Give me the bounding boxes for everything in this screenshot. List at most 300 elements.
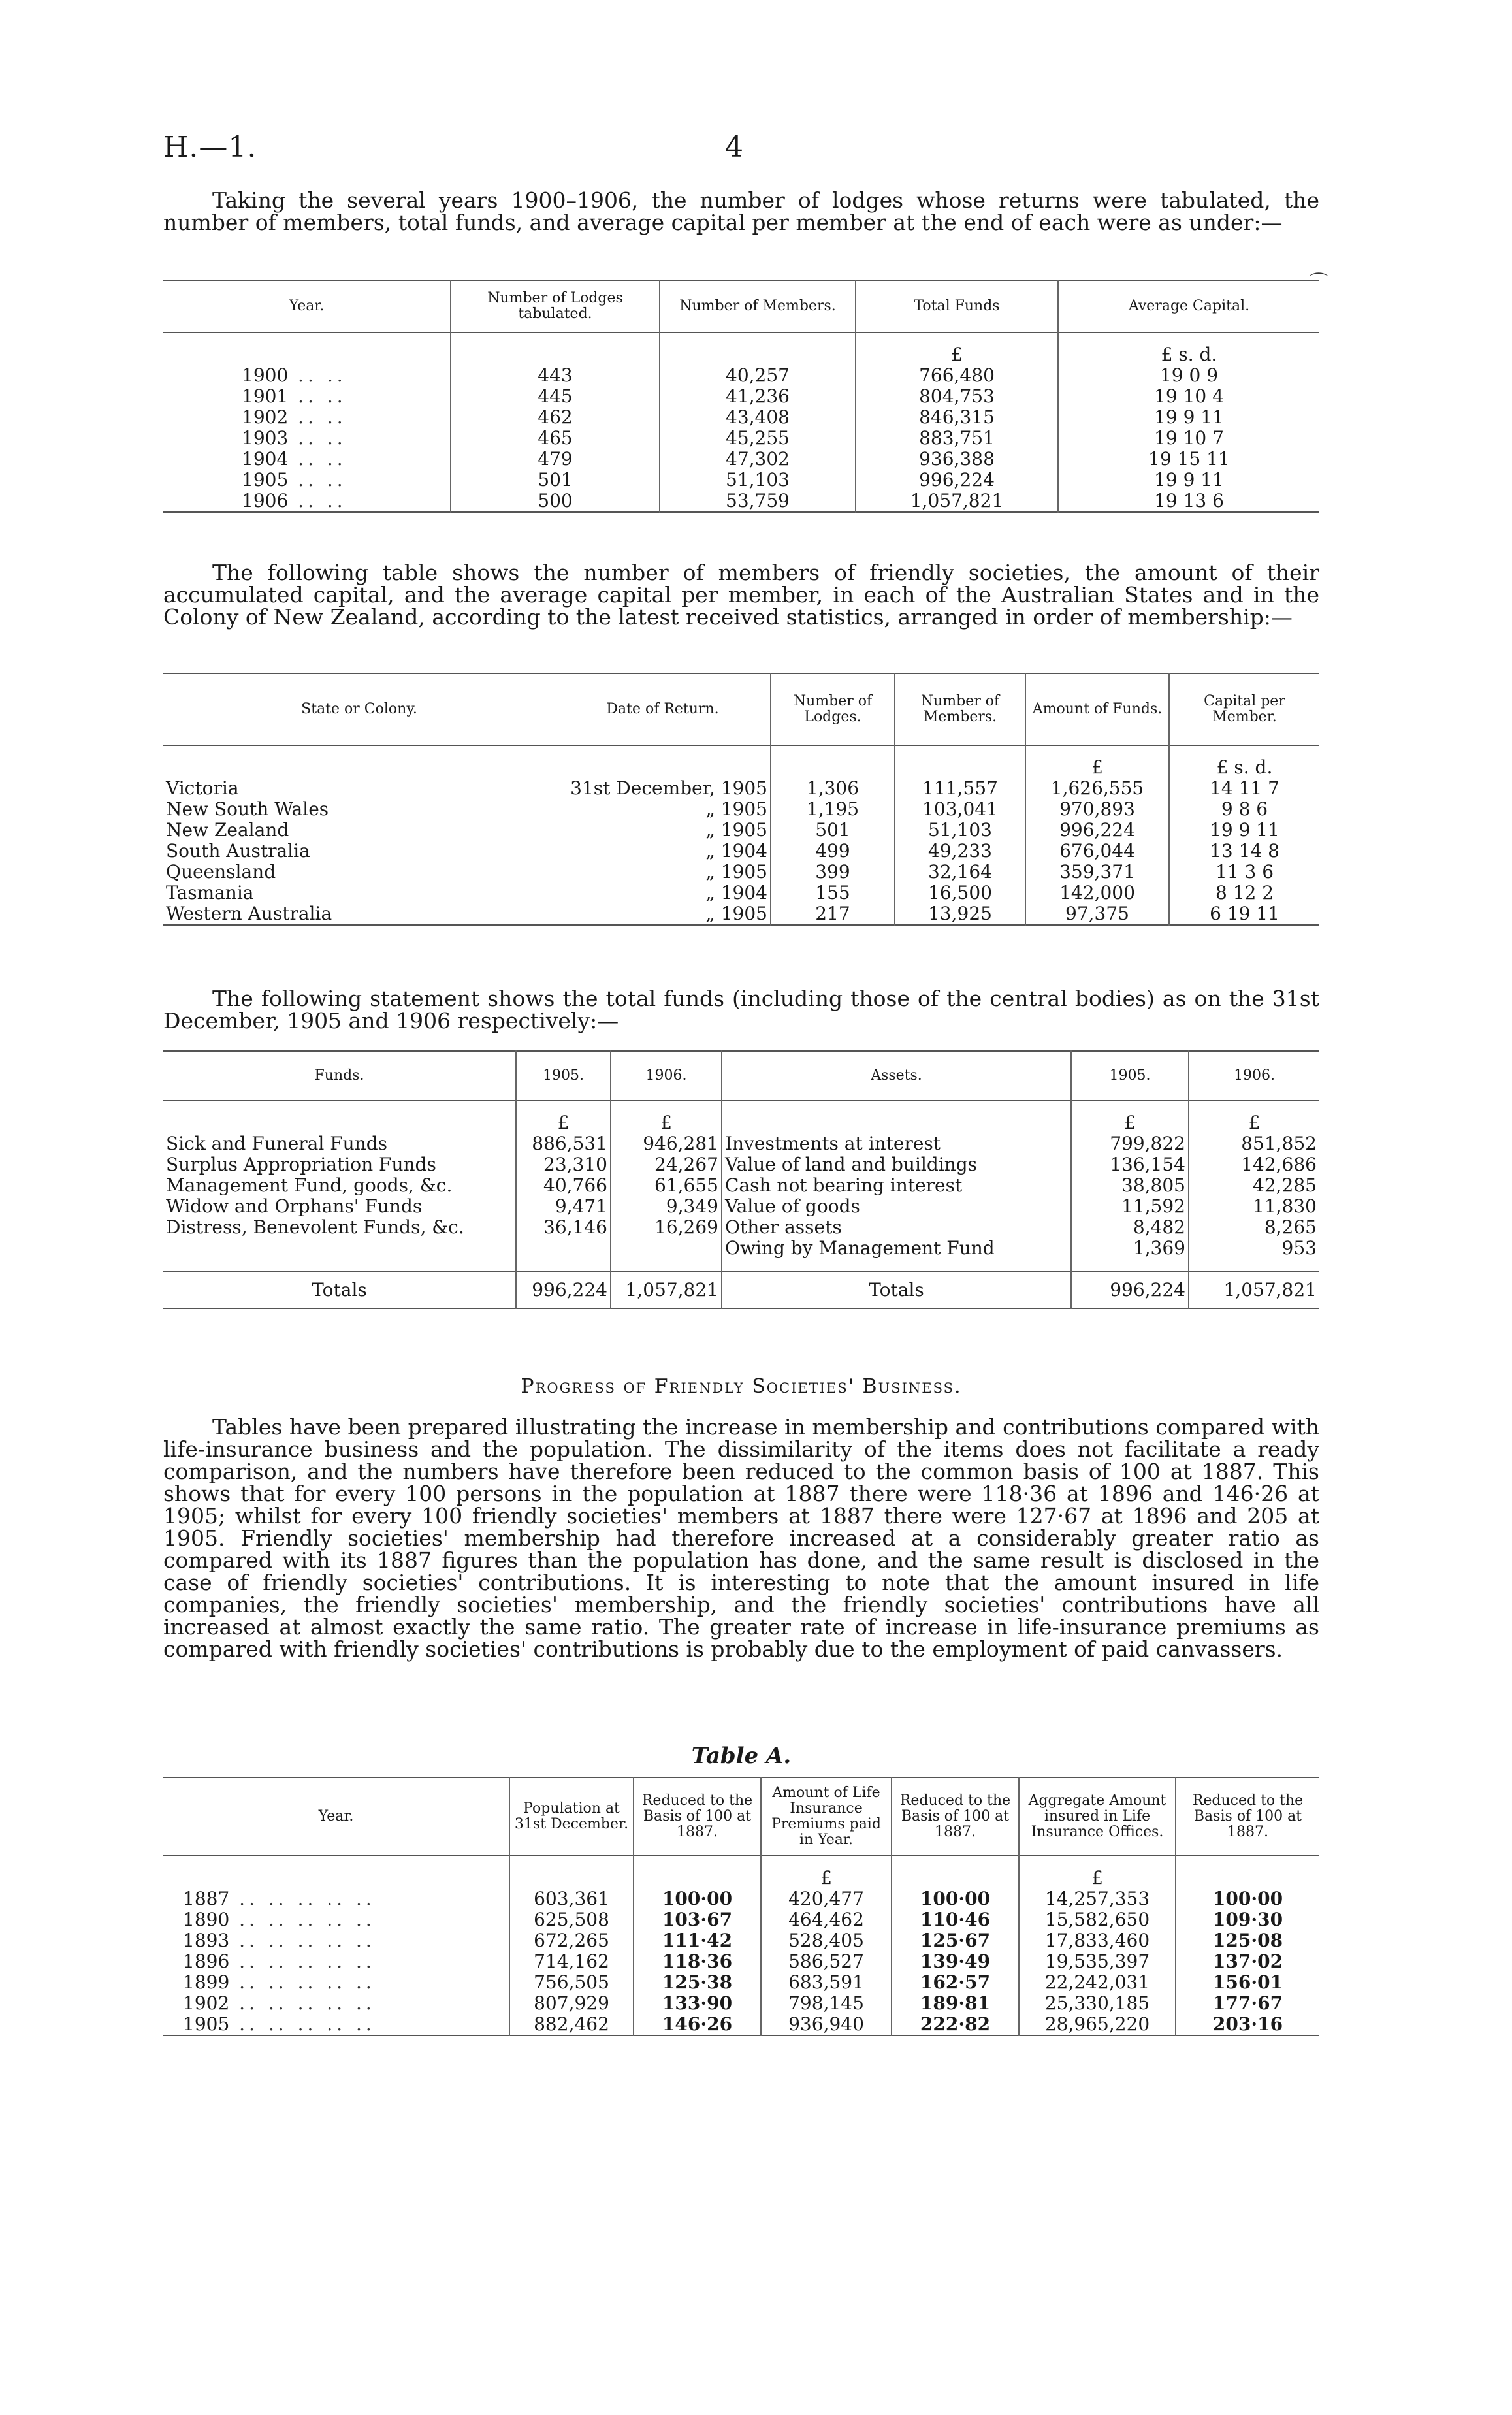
state-cell: New Zealand: [166, 819, 289, 841]
data-cell: 501: [771, 820, 895, 841]
data-cell: 798,145: [761, 1993, 892, 2014]
year-cell: [163, 386, 451, 407]
table-row: [163, 491, 1319, 512]
data-cell: 100·00: [892, 1888, 1019, 1909]
col-header-funds: Amount of Funds.: [1025, 673, 1169, 745]
leader-dots: .. .. ..: [297, 1971, 376, 1993]
col-header-population: Population at 31st December.: [509, 1777, 634, 1856]
col-header-lodges: Number of Lodges.: [771, 673, 895, 745]
col-header-funds-1905: 1905.: [516, 1051, 611, 1101]
fund-label: [163, 1238, 516, 1259]
year-cell: [163, 491, 451, 512]
data-cell: 217: [771, 903, 895, 925]
fund-1905: 40,766: [516, 1175, 611, 1196]
leader-dots: .. ..: [288, 490, 347, 511]
data-cell: 19 15 11: [1148, 448, 1230, 470]
unit-cell: [509, 1856, 634, 1888]
col-header-members: Number of Members.: [660, 280, 856, 332]
date-cell: „ 1904: [555, 883, 771, 903]
spacer-row: [163, 1259, 1319, 1272]
year-cell: [163, 1951, 509, 1972]
year-cell: [163, 1888, 509, 1909]
data-cell: 189·81: [892, 1993, 1019, 2014]
year-cell: [163, 407, 451, 428]
data-cell: 996,224: [856, 470, 1058, 491]
fund-1906: 24,267: [611, 1154, 722, 1175]
data-cell: 501: [451, 470, 660, 491]
col-header-premiums: Amount of Life Insurance Premiums paid in Year.: [761, 1777, 892, 1856]
year-value: 1900: [242, 365, 289, 386]
data-cell: 19 9 11: [1154, 469, 1224, 491]
data-cell: 100·00: [1212, 1888, 1283, 1909]
lodges-by-year-table: [163, 280, 1319, 513]
leader-dots: .. ..: [229, 1930, 298, 1951]
totals-cell: Totals: [722, 1272, 1071, 1308]
totals-cell: 996,224: [1071, 1272, 1189, 1308]
unit-cell: £: [516, 1101, 611, 1133]
col-header-assets-1906: 1906.: [1234, 1067, 1275, 1084]
unit-cell: [451, 332, 660, 365]
data-cell: 156·01: [1212, 1971, 1283, 1993]
data-cell: 13 14 8: [1210, 840, 1279, 862]
data-cell: 177·67: [1212, 1992, 1283, 2014]
data-cell: 14,257,353: [1019, 1888, 1176, 1909]
data-cell: 103,041: [895, 799, 1025, 820]
leader-dots: .. .. ..: [297, 1888, 376, 1909]
data-cell: 19,535,397: [1019, 1951, 1176, 1972]
data-cell: 137·02: [1212, 1951, 1283, 1972]
data-cell: 359,371: [1025, 862, 1169, 883]
leader-dots: .. ..: [229, 1909, 298, 1930]
data-cell: 125·38: [634, 1972, 761, 1993]
date-cell: „ 1905: [555, 799, 771, 820]
col-header-date: Date of Return.: [555, 673, 771, 745]
unit-cell: [722, 1101, 1071, 1133]
data-cell: 19 0 9: [1159, 365, 1219, 386]
data-cell: 586,527: [761, 1951, 892, 1972]
funds-paragraph: The following statement shows the total funds (including those of the central bodies) as on the 31st December, 1905 and 1906 respectively:—: [163, 986, 1319, 1033]
spacer-cell: [163, 1259, 516, 1272]
data-cell: 936,388: [856, 449, 1058, 470]
data-cell: 118·36: [634, 1951, 761, 1972]
year-value: 1904: [242, 448, 289, 470]
data-cell: 22,242,031: [1019, 1972, 1176, 1993]
unit-cell: £: [611, 1101, 722, 1133]
data-cell: 399: [771, 862, 895, 883]
data-cell: 714,162: [509, 1951, 634, 1972]
state-cell: South Australia: [166, 840, 310, 862]
data-cell: 528,405: [761, 1930, 892, 1951]
unit-cell: £ s. d.: [1161, 344, 1217, 365]
data-cell: 14 11 7: [1210, 777, 1279, 799]
data-cell: 883,751: [856, 428, 1058, 449]
col-header-population-index: Reduced to the Basis of 100 at 1887.: [634, 1777, 761, 1856]
table-row: [163, 428, 1319, 449]
asset-1905: 799,822: [1071, 1133, 1189, 1154]
data-cell: 1,057,821: [856, 491, 1058, 512]
col-header-assets-1905: 1905.: [1071, 1051, 1189, 1101]
data-cell: 133·90: [634, 1993, 761, 2014]
year-value: 1906: [242, 490, 289, 511]
table-row: [163, 1951, 1319, 1972]
table-row: [163, 1888, 1319, 1909]
col-header-assets: Assets.: [722, 1051, 1071, 1101]
asset-1906: 953: [1281, 1237, 1317, 1259]
asset-1906: 142,686: [1241, 1154, 1317, 1175]
year-cell: [163, 470, 451, 491]
data-cell: 109·30: [1212, 1909, 1283, 1930]
fund-1905: 36,146: [516, 1217, 611, 1238]
data-cell: 500: [451, 491, 660, 512]
date-cell: „ 1905: [555, 903, 771, 925]
state-cell: Western Australia: [166, 903, 332, 924]
data-cell: 51,103: [660, 470, 856, 491]
spacer-cell: [1189, 1259, 1319, 1272]
year-cell: [163, 1972, 509, 1993]
table-row: [163, 841, 1319, 862]
data-cell: 125·08: [1212, 1930, 1283, 1951]
leader-dots: .. ..: [288, 406, 347, 428]
data-cell: 1,306: [771, 778, 895, 799]
data-cell: 1,626,555: [1025, 778, 1169, 799]
year-value: 1901: [242, 385, 289, 407]
year-value: 1902: [183, 1992, 230, 2014]
unit-cell: £: [856, 332, 1058, 365]
data-cell: 43,408: [660, 407, 856, 428]
date-cell: „ 1904: [555, 841, 771, 862]
data-cell: 45,255: [660, 428, 856, 449]
unit-cell: £: [1025, 745, 1169, 778]
col-header-total-funds: Total Funds: [856, 280, 1058, 332]
data-cell: 443: [451, 365, 660, 386]
data-cell: 100·00: [634, 1888, 761, 1909]
data-cell: 15,582,650: [1019, 1909, 1176, 1930]
progress-paragraph: Tables have been prepared illustrating the increase in membership and contributions compared with life-insurance business and the population. The dissimilarity of the items does not facilitate a ready comparison, and the numbers have therefore been reduced to the common basis of 100 at 1887. This shows that for every 100 persons in the population at 1887 there were 118·36 at 1896 and 146·26 at 1905; whilst for every 100 friendly societies' members at 1887 there were 127·67 at 1896 and 205 at 1905. Friendly societies' membership had therefore increased at a considerably greater ratio as compared with its 1887 figures than the population has done, and the same result is disclosed in the case of friendly societies' contributions. It is interesting to note that the amount insured in life companies, the friendly societies' membership, and the friendly societies' contributions have all increased at almost exactly the same ratio. The greater rate of increase in life-insurance premiums as compared with friendly societies' contributions is probably due to the employment of paid canvassers.: [163, 1414, 1319, 1662]
data-cell: 804,753: [856, 386, 1058, 407]
state-cell: Victoria: [166, 777, 239, 799]
date-cell: „ 1905: [555, 862, 771, 883]
unit-row: [163, 745, 1319, 778]
fund-label: Distress, Benevolent Funds, &c.: [163, 1217, 516, 1238]
leader-dots: .. ..: [288, 448, 347, 470]
states-table: [163, 673, 1319, 926]
data-cell: 479: [451, 449, 660, 470]
fund-label: Management Fund, goods, &c.: [163, 1175, 516, 1196]
data-cell: 103·67: [634, 1909, 761, 1930]
year-value: 1899: [183, 1971, 230, 1993]
unit-cell: [660, 332, 856, 365]
data-cell: 47,302: [660, 449, 856, 470]
fund-1905: 9,471: [516, 1196, 611, 1217]
asset-label: Other assets: [722, 1217, 1071, 1238]
year-value: 1896: [183, 1951, 230, 1972]
table-row: [163, 820, 1319, 841]
col-header-state: State or Colony.: [301, 701, 417, 717]
unit-cell: [771, 745, 895, 778]
data-cell: 51,103: [895, 820, 1025, 841]
data-cell: 53,759: [660, 491, 856, 512]
funds-assets-table: [163, 1050, 1319, 1309]
data-cell: 756,505: [509, 1972, 634, 1993]
asset-label: Cash not bearing interest: [722, 1175, 1071, 1196]
data-cell: 683,591: [761, 1972, 892, 1993]
table-row: [163, 903, 1319, 925]
data-cell: 766,480: [856, 365, 1058, 386]
state-cell: Tasmania: [166, 882, 254, 903]
data-cell: 672,265: [509, 1930, 634, 1951]
data-cell: 25,330,185: [1019, 1993, 1176, 2014]
leader-dots: .. ..: [288, 385, 347, 407]
year-cell: [163, 1930, 509, 1951]
data-cell: 111,557: [895, 778, 1025, 799]
fund-label: Sick and Funeral Funds: [163, 1133, 516, 1154]
table-row: [163, 470, 1319, 491]
col-header-year: Year.: [163, 1777, 509, 1856]
unit-row: [163, 1101, 1319, 1133]
unit-cell: [1176, 1856, 1319, 1888]
data-cell: 13,925: [895, 903, 1025, 925]
table-a: [163, 1777, 1319, 2036]
table-row: [163, 1909, 1319, 1930]
col-header-lodges: Number of Lodges tabulated.: [451, 280, 660, 332]
data-cell: 676,044: [1025, 841, 1169, 862]
spacer-cell: [611, 1259, 722, 1272]
year-value: 1887: [183, 1888, 230, 1909]
table-row: [163, 2014, 1319, 2035]
asset-1905: 136,154: [1071, 1154, 1189, 1175]
data-cell: 19 10 7: [1154, 427, 1224, 449]
year-cell: [163, 1909, 509, 1930]
unit-row: [163, 332, 1319, 365]
fund-1906: 16,269: [611, 1217, 722, 1238]
data-cell: 499: [771, 841, 895, 862]
table-row: [163, 1972, 1319, 1993]
asset-1905: 1,369: [1071, 1238, 1189, 1259]
fund-1906: 9,349: [611, 1196, 722, 1217]
leader-dots: .. ..: [288, 365, 347, 386]
data-cell: 203·16: [1212, 2013, 1283, 2035]
data-cell: 19 9 11: [1210, 819, 1279, 841]
col-header-capital: Capital per Member.: [1204, 693, 1285, 725]
data-cell: 146·26: [634, 2014, 761, 2035]
data-cell: 155: [771, 883, 895, 903]
data-cell: 9 8 6: [1221, 798, 1268, 820]
data-cell: 16,500: [895, 883, 1025, 903]
fund-1905: 23,310: [516, 1154, 611, 1175]
spacer-cell: [516, 1259, 611, 1272]
unit-row: [163, 1856, 1319, 1888]
date-cell: 31st December, 1905: [555, 778, 771, 799]
table-row: [163, 365, 1319, 386]
table-row: [163, 449, 1319, 470]
data-cell: 162·57: [892, 1972, 1019, 1993]
asset-label: Value of goods: [722, 1196, 1071, 1217]
table-row: [163, 1993, 1319, 2014]
leader-dots: .. ..: [288, 427, 347, 449]
data-cell: 464,462: [761, 1909, 892, 1930]
asset-1906: 42,285: [1253, 1175, 1317, 1196]
margin-mark: ⌒: [1310, 271, 1328, 293]
fund-label: Surplus Appropriation Funds: [163, 1154, 516, 1175]
year-value: 1890: [183, 1909, 230, 1930]
fund-label: Widow and Orphans' Funds: [163, 1196, 516, 1217]
leader-dots: .. ..: [229, 1951, 298, 1972]
leader-dots: .. ..: [229, 1992, 298, 2014]
unit-cell: [163, 745, 555, 778]
data-cell: 17,833,460: [1019, 1930, 1176, 1951]
document-page: [163, 0, 1328, 2415]
unit-cell: [163, 1856, 509, 1888]
col-header-average-capital: Average Capital.: [1128, 298, 1250, 314]
leader-dots: .. ..: [229, 1888, 298, 1909]
asset-label: Value of land and buildings: [722, 1154, 1071, 1175]
document-reference: H.—1.: [163, 131, 257, 164]
data-cell: 49,233: [895, 841, 1025, 862]
table-row: [163, 799, 1319, 820]
table-row: [163, 883, 1319, 903]
totals-cell: 1,057,821: [611, 1272, 722, 1308]
totals-row: [163, 1272, 1319, 1308]
state-cell: Queensland: [166, 861, 276, 883]
unit-cell: [163, 1101, 516, 1133]
spacer-cell: [722, 1259, 1071, 1272]
page-number: 4: [725, 131, 743, 164]
table-row: [163, 1217, 1319, 1238]
table-row: [163, 862, 1319, 883]
year-cell: [163, 449, 451, 470]
data-cell: 445: [451, 386, 660, 407]
asset-1906: 8,265: [1264, 1216, 1317, 1238]
year-cell: [163, 2014, 509, 2035]
totals-cell: Totals: [163, 1272, 516, 1308]
col-header-year: Year.: [163, 280, 451, 332]
intro-paragraph: Taking the several years 1900–1906, the number of lodges whose returns were tabulated, the number of members, total funds, and average capital per member at the end of each were as under:—: [163, 187, 1319, 235]
year-value: 1905: [183, 2013, 230, 2035]
data-cell: 936,940: [761, 2014, 892, 2035]
unit-cell: [555, 745, 771, 778]
data-cell: 1,195: [771, 799, 895, 820]
table-row: [163, 778, 1319, 799]
asset-label: Investments at interest: [722, 1133, 1071, 1154]
unit-cell: [892, 1856, 1019, 1888]
data-cell: 28,965,220: [1019, 2014, 1176, 2035]
section-title: Progress of Friendly Societies' Business.: [521, 1375, 962, 1398]
data-cell: 110·46: [892, 1909, 1019, 1930]
col-header-premiums-index: Reduced to the Basis of 100 at 1887.: [892, 1777, 1019, 1856]
table-row: [163, 407, 1319, 428]
leader-dots: .. ..: [288, 469, 347, 491]
data-cell: 420,477: [761, 1888, 892, 1909]
data-cell: 603,361: [509, 1888, 634, 1909]
table-row: [163, 1154, 1319, 1175]
spacer-cell: [1071, 1259, 1189, 1272]
leader-dots: .. .. ..: [297, 2013, 376, 2035]
unit-cell: £: [1248, 1112, 1261, 1133]
fund-1906: 61,655: [611, 1175, 722, 1196]
year-cell: [163, 1993, 509, 2014]
table-row: [163, 1930, 1319, 1951]
asset-1906: 851,852: [1241, 1133, 1317, 1154]
date-cell: „ 1905: [555, 820, 771, 841]
unit-cell: £: [1071, 1101, 1189, 1133]
leader-dots: .. ..: [229, 1971, 298, 1993]
unit-cell: [634, 1856, 761, 1888]
year-value: 1893: [183, 1930, 230, 1951]
asset-label: Owing by Management Fund: [722, 1238, 1071, 1259]
totals-cell: 1,057,821: [1223, 1279, 1317, 1301]
data-cell: 846,315: [856, 407, 1058, 428]
leader-dots: .. ..: [229, 2013, 298, 2035]
col-header-insured-index: Reduced to the Basis of 100 at 1887.: [1192, 1792, 1304, 1840]
data-cell: 8 12 2: [1215, 882, 1274, 903]
year-value: 1903: [242, 427, 289, 449]
data-cell: 41,236: [660, 386, 856, 407]
asset-1905: 11,592: [1071, 1196, 1189, 1217]
year-value: 1902: [242, 406, 289, 428]
data-cell: 142,000: [1025, 883, 1169, 903]
table-row: [163, 1133, 1319, 1154]
data-cell: 32,164: [895, 862, 1025, 883]
totals-cell: 996,224: [516, 1272, 611, 1308]
data-cell: 139·49: [892, 1951, 1019, 1972]
asset-1905: 8,482: [1071, 1217, 1189, 1238]
data-cell: 882,462: [509, 2014, 634, 2035]
data-cell: 996,224: [1025, 820, 1169, 841]
unit-cell: [895, 745, 1025, 778]
unit-cell: [163, 332, 451, 365]
leader-dots: .. .. ..: [297, 1992, 376, 2014]
data-cell: 125·67: [892, 1930, 1019, 1951]
data-cell: 462: [451, 407, 660, 428]
fund-1905: [516, 1238, 611, 1259]
unit-cell: £ s. d.: [1216, 756, 1273, 778]
table-a-caption: Table A.: [691, 1743, 792, 1769]
table-row: [163, 1175, 1319, 1196]
data-cell: 111·42: [634, 1930, 761, 1951]
data-cell: 807,929: [509, 1993, 634, 2014]
page-header: [163, 131, 1319, 170]
col-header-members: Number of Members.: [895, 673, 1025, 745]
unit-cell: £: [1019, 1856, 1176, 1888]
data-cell: 970,893: [1025, 799, 1169, 820]
data-cell: 6 19 11: [1210, 903, 1279, 924]
data-cell: 40,257: [660, 365, 856, 386]
data-cell: 465: [451, 428, 660, 449]
col-header-amount-insured: Aggregate Amount insured in Life Insurance Offices.: [1019, 1777, 1176, 1856]
fund-1906: 946,281: [611, 1133, 722, 1154]
leader-dots: .. .. ..: [297, 1930, 376, 1951]
state-cell: New South Wales: [166, 798, 329, 820]
leader-dots: .. .. ..: [297, 1951, 376, 1972]
table-row: [163, 1238, 1319, 1259]
data-cell: 19 9 11: [1154, 406, 1224, 428]
col-header-funds-1906: 1906.: [611, 1051, 722, 1101]
data-cell: 625,508: [509, 1909, 634, 1930]
col-header-funds: Funds.: [163, 1051, 516, 1101]
data-cell: 97,375: [1025, 903, 1169, 925]
asset-1905: 38,805: [1071, 1175, 1189, 1196]
data-cell: 19 10 4: [1154, 385, 1224, 407]
table-row: [163, 386, 1319, 407]
data-cell: 11 3 6: [1215, 861, 1274, 883]
unit-cell: £: [761, 1856, 892, 1888]
year-cell: [163, 428, 451, 449]
data-cell: 19 13 6: [1154, 490, 1224, 511]
fund-1905: 886,531: [516, 1133, 611, 1154]
fund-1906: [611, 1238, 722, 1259]
asset-1906: 11,830: [1253, 1195, 1317, 1217]
leader-dots: .. .. ..: [297, 1909, 376, 1930]
